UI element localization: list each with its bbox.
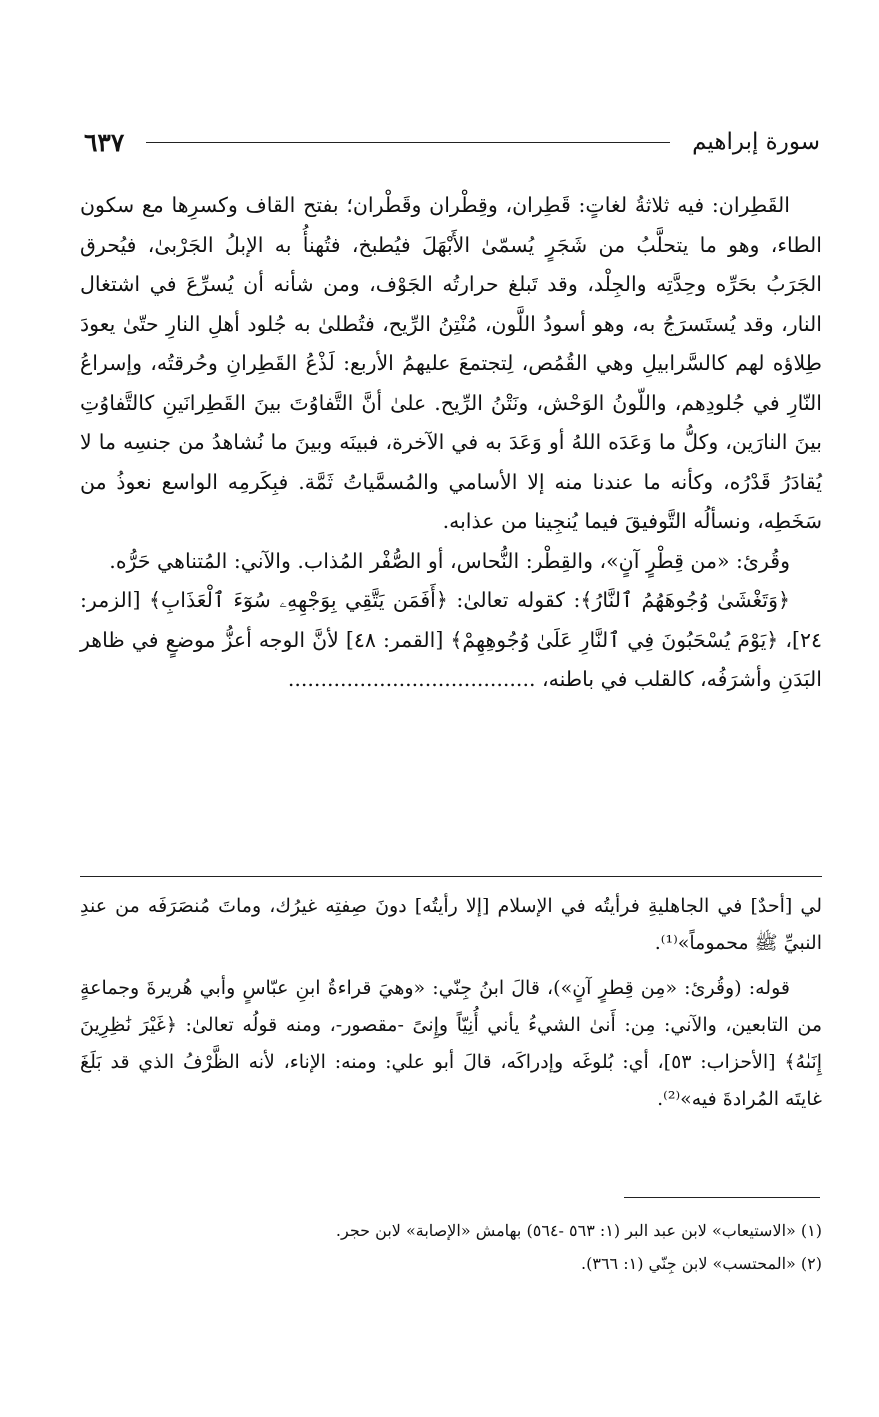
commentary-paragraph-continuation: لي [أحدٌ] في الجاهليةِ فرأيتُه في الإسلام [إلا رأيتُه] دونَ صِفتِه غيرُك، وماتَ مُنصَرَفَه من عندِ النبيِّ ﷺ محموماً»⁽¹⁾. [80, 895, 822, 954]
footnote-2: (٢) «المحتسب» لابن جِنّي (١: ٣٦٦). [581, 1254, 822, 1273]
footnote-1: (١) «الاستيعاب» لابن عبد البر (١: ٥٦٣ -٥٦٤) بهامش «الإصابة» لابن حجر. [335, 1221, 822, 1240]
main-paragraph-qira-a: وقُرئ: «من قِطْرٍ آنٍ»، والقِطْر: النُّحاس، أو الصُّفْر المُذاب. والآني: المُتناهي حَرُّه. [109, 548, 790, 573]
page-header [84, 122, 820, 162]
footnotes [80, 1214, 822, 1280]
main-paragraph-verse [80, 581, 822, 700]
continuation-dots: ...................................... [287, 667, 536, 691]
page-number: ٦٣٧ [84, 127, 125, 157]
commentary-paragraph-ibn-jinni: قوله: (وقُرئ: «مِن قِطرٍ آنٍ»)، قالَ ابنُ جِنّي: «وهيَ قراءةُ ابنِ عبّاسٍ وأبي هُريرةَ وجماعةٍ من التابعين، والآني: مِن: أَنىٰ الشيءُ يأني أُنِيّاً وإِنىً -مقصور-، ومنه قولُه تعالىٰ: ﴿غَيْرَ نَٰظِرِينَ إِنَىٰهُ﴾ [الأحزاب: ٥٣]، أي: بُلوغَه وإدراكَه، قالَ أبو علي: ومنه: الإناء، لأنه الظَّرْفُ الذي قد بَلَغَ غايتَه المُرادةَ فيه»⁽²⁾. [80, 977, 822, 1110]
main-text [80, 186, 822, 700]
footnote-rule [624, 1197, 820, 1198]
surah-title: سورة إبراهيم [692, 129, 820, 155]
main-paragraph-qatiran: القَطِران: فيه ثلاثةُ لغاتٍ: قَطِران، وقِطْران وقَطْران؛ بفتح القاف وكسرِها مع سكون الطاء، وهو ما يتحلَّبُ من شَجَرٍ يُسمّىٰ الأَبْهَلَ فيُطبخ، فتُهنأُ به الإبلُ الجَرْبىٰ، فيُحرق الجَرَبُ بحَرِّه وحِدَّتِه والجِلْد، وقد تَبلغ حرارتُه الجَوْف، ومن شأنه أن يُسرِّعَ في اشتغال النار، وقد يُستَسرَجُ به، وهو أسودُ اللَّون، مُنْتِنُ الرِّيح، فتُطلىٰ به جُلود أهلِ النارِ حتّىٰ يعودَ طِلاؤه لهم كالسَّرابيلِ وهي القُمُص، لِتجتمعَ عليهمُ الأربع: لَذْعُ القَطِرانِ وحُرقتُه، وإسراعُ النّارِ في جُلودِهم، واللّونُ الوَحْش، ونَتْنُ الرِّيح. علىٰ أنَّ التَّفاوُتَ بينَ القَطِرانَينِ كالتَّفاوُتِ بينَ النارَين، وكلُّ ما وَعَدَه اللهُ أو وَعَدَ به في الآخرة، فبينَه وبينَ ما نُشاهدُ من جنسِه ما لا يُقادَرُ قَدْرُه، وكأنه ما عندنا منه إلا الأسامي والمُسمَّياتُ ثَمَّة. فبِكَرمِه الواسع نعوذُ من سَخَطِه، ونسألُه التَّوفيقَ فيما يُنجِينا من عذابه. [80, 193, 822, 533]
main-commentary-separator [80, 876, 822, 877]
main-paragraph-verse-text: ﴿وَتَغْشَىٰ وُجُوهَهُمُ ٱلنَّارُ﴾: كقوله تعالىٰ: ﴿أَفَمَن يَتَّقِي بِوَجْهِهِۦ سُوٓءَ ٱلْعَذَابِ﴾ [الزمر: ٢٤]، ﴿يَوْمَ يُسْحَبُونَ فِي ٱلنَّارِ عَلَىٰ وُجُوهِهِمْ﴾ [القمر: ٤٨] لأنَّ الوجه أعزُّ موضعٍ في ظاهر البَدَنِ وأشرَفُه، كالقلب في باطنه، [80, 588, 822, 691]
header-rule [146, 142, 670, 143]
commentary-text [80, 888, 822, 1118]
